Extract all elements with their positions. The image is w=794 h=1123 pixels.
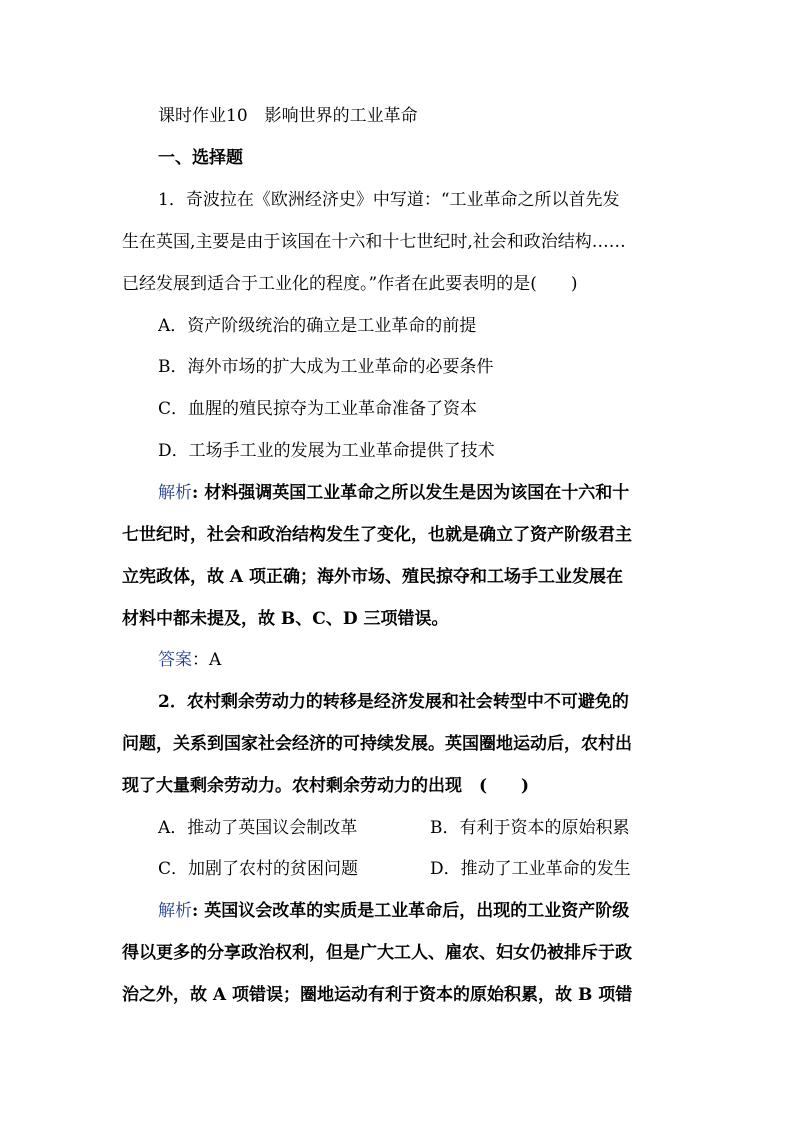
q1-analysis-label: 解析 — [158, 483, 192, 503]
q2-analysis-line-1 — [158, 901, 718, 921]
q1-analysis-line-1 — [158, 483, 718, 503]
q1-answer-value: ：A — [192, 650, 222, 670]
q1-option-c: C．血腥的殖民掠夺为工业革命准备了资本 — [158, 399, 478, 419]
q1-option-b: B．海外市场的扩大成为工业革命的必要条件 — [158, 357, 494, 377]
q1-analysis-line-2: 七世纪时，社会和政治结构发生了变化，也就是确立了资产阶级君主 — [122, 525, 632, 545]
section-title: 一、选择题 — [158, 148, 243, 168]
q1-stem-line-2: 生在英国,主要是由于该国在十六和十七世纪时,社会和政治结构…… — [122, 232, 626, 252]
q2-option-b: B．有利于资本的原始积累 — [430, 818, 630, 838]
q1-option-a: A．资产阶级统治的确立是工业革命的前提 — [158, 316, 477, 336]
q2-stem-line-3: 现了大量剩余劳动力。农村剩余劳动力的出现 ( ) — [122, 776, 530, 796]
page-title: 课时作业10 影响世界的工业革命 — [158, 106, 418, 126]
q2-stem-line-1: 2．农村剩余劳动力的转移是经济发展和社会转型中不可避免的 — [158, 692, 629, 712]
q2-analysis-text-1: : 英国议会改革的实质是工业革命后，出现的工业资产阶级 — [192, 901, 630, 921]
q2-option-c: C．加剧了农村的贫困问题 — [158, 859, 359, 879]
q1-analysis-line-4: 材料中都未提及，故 B、C、D 三项错误。 — [122, 609, 449, 629]
q2-option-d: D．推动了工业革命的发生 — [430, 859, 631, 879]
q2-analysis-line-3: 治之外，故 A 项错误；圈地运动有利于资本的原始积累，故 B 项错 — [122, 985, 633, 1005]
q1-answer — [158, 650, 718, 670]
q2-analysis-line-2: 得以更多的分享政治权利，但是广大工人、雇农、妇女仍被排斥于政 — [122, 943, 632, 963]
q2-analysis-label: 解析 — [158, 901, 192, 921]
q1-answer-label: 答案 — [158, 650, 192, 670]
q1-analysis-line-3: 立宪政体，故 A 项正确；海外市场、殖民掠夺和工场手工业发展在 — [122, 567, 624, 587]
q1-option-d: D．工场手工业的发展为工业革命提供了技术 — [158, 441, 495, 461]
q1-analysis-text-1: : 材料强调英国工业革命之所以发生是因为该国在十六和十 — [192, 483, 630, 503]
q2-option-a: A．推动了英国议会制改革 — [158, 818, 358, 838]
q2-stem-line-2: 问题，关系到国家社会经济的可持续发展。英国圈地运动后，农村出 — [122, 734, 632, 754]
q1-stem-line-3: 已经发展到适合于工业化的程度。”作者在此要表明的是( ) — [122, 274, 578, 294]
q1-stem-line-1: 1．奇波拉在《欧洲经济史》中写道：“工业革命之所以首先发 — [158, 190, 620, 210]
